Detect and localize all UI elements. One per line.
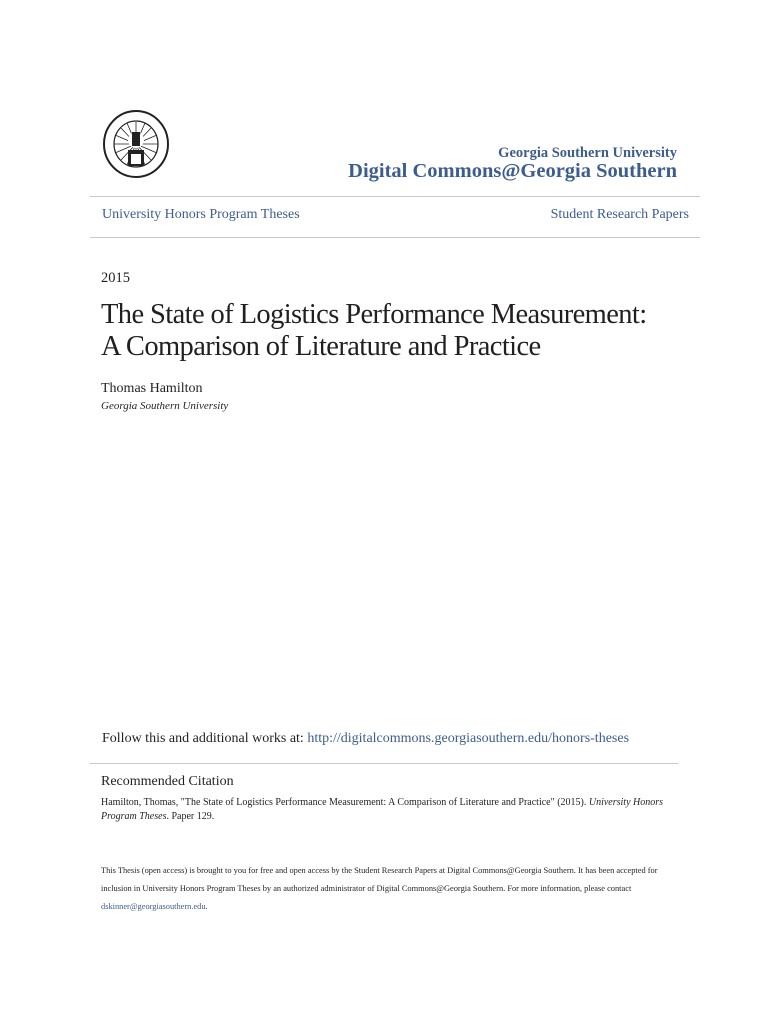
access-notice: [101, 862, 666, 916]
contact-email-link[interactable]: dskinner@georgiasouthern.edu: [101, 902, 206, 911]
nav-divider: [90, 237, 700, 238]
citation-series: University Honors Program Theses: [101, 797, 664, 822]
title-line-2: A Comparison of Literature and Practice: [101, 331, 541, 362]
institution-name: Georgia Southern University: [498, 145, 677, 161]
header-divider: [90, 196, 700, 197]
collection-link[interactable]: University Honors Program Theses: [102, 207, 300, 222]
author-affiliation: Georgia Southern University: [101, 400, 229, 412]
citation-body: Hamilton, Thomas, "The State of Logistics Performance Measurement: A Comparison of Literature and Practice" (2015).: [101, 797, 589, 808]
follow-line: [102, 731, 629, 747]
citation-heading: Recommended Citation: [101, 774, 234, 789]
citation-paper-number: . Paper 129.: [166, 811, 215, 822]
university-seal-logo: [103, 110, 169, 178]
publication-year: 2015: [101, 270, 130, 286]
honors-theses-url-link[interactable]: http://digitalcommons.georgiasouthern.edu/honors-theses: [307, 731, 630, 746]
citation-divider: [90, 763, 678, 764]
repository-name[interactable]: Digital Commons@Georgia Southern: [348, 160, 677, 182]
title-line-1: The State of Logistics Performance Measurement:: [101, 299, 647, 330]
notice-end: .: [205, 902, 208, 911]
follow-label: Follow this and additional works at:: [102, 731, 308, 746]
author-name: Thomas Hamilton: [101, 381, 203, 396]
paper-title: [101, 299, 647, 363]
citation-text: [101, 796, 666, 824]
parent-collection-link[interactable]: Student Research Papers: [550, 207, 689, 222]
notice-body: This Thesis (open access) is brought to you for free and open access by the Student Research Papers at Digital Commons@Georgia Southern. It has been accepted for inclusion in University Honors Program Theses by an authorized administrator of Digital Commons@Georgia Southern. For more information, please contact: [101, 866, 658, 893]
